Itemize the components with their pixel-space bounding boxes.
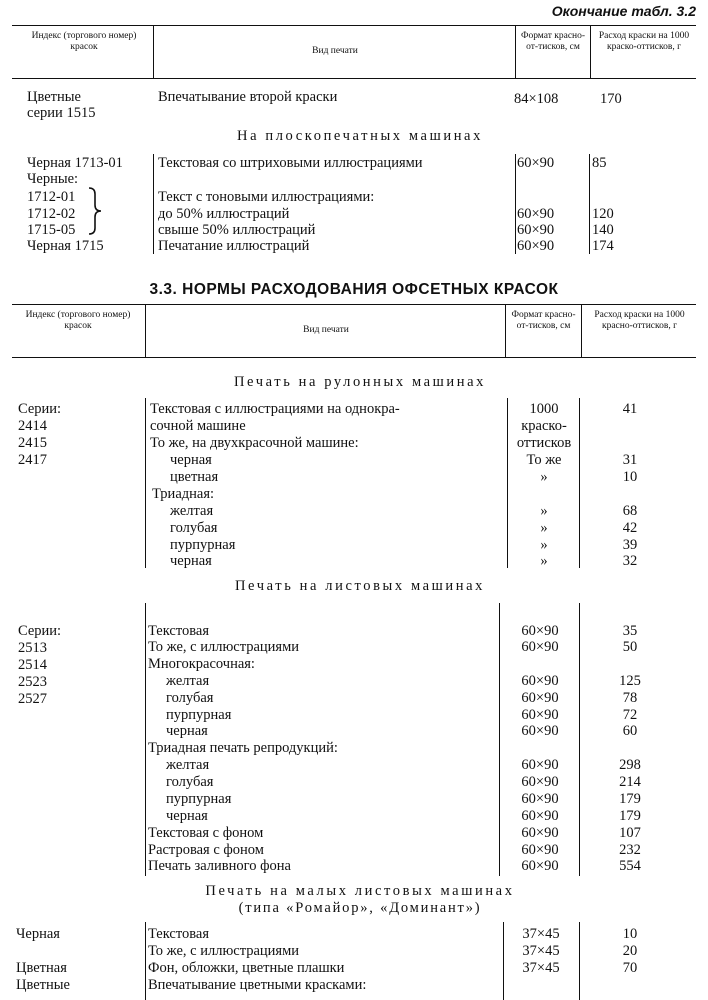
table1-row-index: Черная 1713-01 — [27, 155, 123, 171]
table1-row-type: Текст с тоновыми иллюстрациями: — [158, 189, 375, 205]
sec1-row-rate: 39 — [622, 537, 638, 553]
sec2-row-format: 60×90 — [521, 858, 559, 874]
sec2-row-type: пурпурная — [166, 707, 232, 723]
table1-row-rate: 120 — [592, 206, 614, 222]
sec1-row-type: Текстовая с иллюстрациями на однокра- — [150, 401, 400, 417]
sec2-row-format: 60×90 — [521, 791, 559, 807]
sec2-index: 2513 — [18, 640, 47, 656]
sec2-row-rate: 179 — [619, 808, 641, 824]
table1-col-divider-3 — [590, 25, 591, 78]
table1-row-type: Текстовая со штриховыми иллюстрациями — [158, 155, 423, 171]
sec2-row-rate: 214 — [619, 774, 641, 790]
sec1-divider-1 — [145, 398, 146, 568]
sec1-row-type: сочной машине — [150, 418, 246, 434]
table-caption: Окончание табл. 3.2 — [551, 3, 696, 19]
sec2-row-format: 60×90 — [521, 774, 559, 790]
table1-row0-index-1: Цветные — [27, 89, 81, 105]
sec2-index: 2514 — [18, 657, 47, 673]
table1-row0-index-2: серии 1515 — [27, 105, 96, 121]
sec1-row-type: Триадная: — [152, 486, 215, 502]
sec1-row-type: голубая — [170, 520, 218, 536]
sec2-row-type: Триадная печать репродукций: — [148, 740, 338, 756]
sec3-row-rate: 20 — [622, 943, 638, 959]
sec2-row-type: Растровая с фоном — [148, 842, 264, 858]
sec3-row-type: Впечатывание цветными красками: — [148, 977, 367, 993]
sec1-row-format: » — [540, 537, 548, 553]
sec2-row-rate: 72 — [622, 707, 638, 723]
sec3-row-type: Фон, обложки, цветные плашки — [148, 960, 345, 976]
sec3-row-index: Цветные — [16, 977, 70, 993]
sec2-row-format: 60×90 — [521, 707, 559, 723]
table1-col-divider-1 — [153, 25, 154, 78]
table1-row-type: Печатание иллюстраций — [158, 238, 310, 254]
table1-row0-format: 84×108 — [514, 91, 559, 107]
sec2-row-rate: 125 — [619, 673, 641, 689]
sec3-row-index: Цветная — [16, 960, 67, 976]
table1-header-rule — [12, 78, 696, 79]
sec2-row-rate: 50 — [622, 639, 638, 655]
sec2-row-rate: 232 — [619, 842, 641, 858]
section-heading: 3.3. НОРМЫ РАСХОДОВАНИЯ ОФСЕТНЫХ КРАСОК — [149, 281, 559, 298]
table1-row-format: 60×90 — [517, 238, 555, 254]
table2-col-divider-3 — [581, 304, 582, 357]
sec2-divider-1 — [145, 603, 146, 876]
sec1-index: Серии: — [18, 401, 62, 417]
sec1-row-format: » — [540, 469, 548, 485]
sec3-row-format: 37×45 — [522, 926, 560, 942]
sec2-row-type: Печать заливного фона — [148, 858, 291, 874]
sec2-row-type: голубая — [166, 690, 214, 706]
table1-row0-type: Впечатывание второй краски — [158, 89, 338, 105]
sec1-row-format: » — [540, 520, 548, 536]
sec1-row-rate: 68 — [622, 503, 638, 519]
table1-row-type: до 50% иллюстраций — [158, 206, 290, 222]
sec2-row-format: 60×90 — [521, 723, 559, 739]
sec3-row-format: 37×45 — [522, 943, 560, 959]
sec1-row-format: То же — [526, 452, 562, 468]
sec1-row-rate: 10 — [622, 469, 638, 485]
table1-row-index: Черная 1715 — [27, 238, 104, 254]
table1-body-divider-1 — [153, 154, 154, 254]
table1-row-rate: 85 — [592, 155, 607, 171]
sec2-row-rate: 179 — [619, 791, 641, 807]
table1-col-divider-2 — [515, 25, 516, 78]
table1-row-rate: 140 — [592, 222, 614, 238]
table2-section3-title-1: Печать на малых листовых машинах — [205, 883, 515, 899]
table2-header-type: Вид печати — [303, 325, 349, 335]
sec2-row-type: черная — [166, 723, 208, 739]
sec2-index: Серии: — [18, 623, 62, 639]
sec2-row-type: желтая — [166, 757, 210, 773]
sec2-row-type: То же, с иллюстрациями — [148, 639, 300, 655]
sec1-row-rate: 41 — [622, 401, 638, 417]
sec2-row-format: 60×90 — [521, 808, 559, 824]
sec2-row-rate: 35 — [622, 623, 638, 639]
sec3-row-format: 37×45 — [522, 960, 560, 976]
sec2-row-rate: 78 — [622, 690, 638, 706]
table1-top-rule — [12, 25, 696, 26]
table1-row-type: свыше 50% иллюстраций — [158, 222, 316, 238]
table1-row-rate: 174 — [592, 238, 614, 254]
sec2-row-format: 60×90 — [521, 623, 559, 639]
sec2-row-format: 60×90 — [521, 673, 559, 689]
table1-body-divider-2 — [515, 154, 516, 254]
table1-row-index: Черные: — [27, 171, 79, 187]
curly-brace — [86, 186, 104, 236]
sec2-row-format: 60×90 — [521, 639, 559, 655]
sec2-row-rate: 298 — [619, 757, 641, 773]
sec1-row-type: черная — [170, 553, 212, 569]
sec2-row-format: 60×90 — [521, 825, 559, 841]
sec2-row-rate: 554 — [619, 858, 641, 874]
sec1-row-type: То же, на двухкрасочной машине: — [150, 435, 359, 451]
sec3-row-index: Черная — [16, 926, 60, 942]
sec2-row-format: 60×90 — [521, 842, 559, 858]
sec2-row-type: желтая — [166, 673, 210, 689]
sec2-row-type: Текстовая — [148, 623, 210, 639]
sec2-row-type: Многокрасочная: — [148, 656, 255, 672]
table1-row-format: 60×90 — [517, 155, 555, 171]
table1-section-title: На плоскопечатных машинах — [237, 128, 483, 144]
sec3-row-rate: 10 — [622, 926, 638, 942]
sec2-row-type: пурпурная — [166, 791, 232, 807]
sec2-row-rate: 60 — [622, 723, 638, 739]
sec1-index: 2415 — [18, 435, 47, 451]
sec1-row-rate: 42 — [622, 520, 638, 536]
table1-header-index: Индекс (торгового номер) красок — [31, 31, 137, 52]
table2-section2-title: Печать на листовых машинах — [234, 578, 486, 594]
sec2-row-format: 60×90 — [521, 757, 559, 773]
sec3-row-type: То же, с иллюстрациями — [148, 943, 300, 959]
table2-header-rate: Расход краски на 1000 красно-оттисков, г — [594, 310, 685, 331]
sec1-row-format: 1000 — [529, 401, 559, 417]
table2-col-divider-2 — [505, 304, 506, 357]
table2-header-format: Формат красно-от-тисков, см — [511, 310, 576, 331]
sec1-index: 2414 — [18, 418, 47, 434]
sec2-row-type: Текстовая с фоном — [148, 825, 264, 841]
sec3-row-rate: 70 — [622, 960, 638, 976]
table2-header-rule — [12, 357, 696, 358]
table1-row-format: 60×90 — [517, 222, 555, 238]
table1-row-index: 1712-01 — [27, 189, 76, 205]
sec2-row-rate: 107 — [619, 825, 641, 841]
sec2-index: 2523 — [18, 674, 47, 690]
sec1-row-rate: 31 — [622, 452, 638, 468]
sec1-row-type: желтая — [170, 503, 214, 519]
sec1-row-type: цветная — [170, 469, 219, 485]
table1-row-index: 1715-05 — [27, 222, 76, 238]
table1-row-index: 1712-02 — [27, 206, 76, 222]
table2-top-rule — [12, 304, 696, 305]
table2-section3-title-2: (типа «Ромайор», «Доминант») — [238, 900, 482, 916]
sec1-row-rate: 32 — [622, 553, 638, 569]
sec1-row-format: краско- — [521, 418, 567, 434]
sec1-row-format: » — [540, 503, 548, 519]
table1-header-type: Вид печати — [312, 46, 358, 56]
table1-header-format: Формат красно-от-тисков, см — [520, 31, 586, 52]
table1-row0-rate: 170 — [600, 91, 622, 107]
table2-col-divider-1 — [145, 304, 146, 357]
sec1-row-type: черная — [170, 452, 212, 468]
sec1-row-format: оттисков — [516, 435, 572, 451]
sec2-index: 2527 — [18, 691, 47, 707]
table2-header-index: Индекс (торгового номер) красок — [25, 310, 131, 331]
sec2-row-type: черная — [166, 808, 208, 824]
sec1-row-format: » — [540, 553, 548, 569]
table1-header-rate: Расход краски на 1000 краско-оттисков, г — [598, 31, 690, 52]
sec1-row-type: пурпурная — [170, 537, 236, 553]
sec2-row-format: 60×90 — [521, 690, 559, 706]
sec1-index: 2417 — [18, 452, 47, 468]
table1-body-divider-3 — [589, 154, 590, 254]
table2-section1-title: Печать на рулонных машинах — [233, 374, 487, 390]
sec2-row-type: голубая — [166, 774, 214, 790]
sec3-divider-1 — [145, 922, 146, 1000]
sec3-row-type: Текстовая — [148, 926, 210, 942]
table1-row-format: 60×90 — [517, 206, 555, 222]
